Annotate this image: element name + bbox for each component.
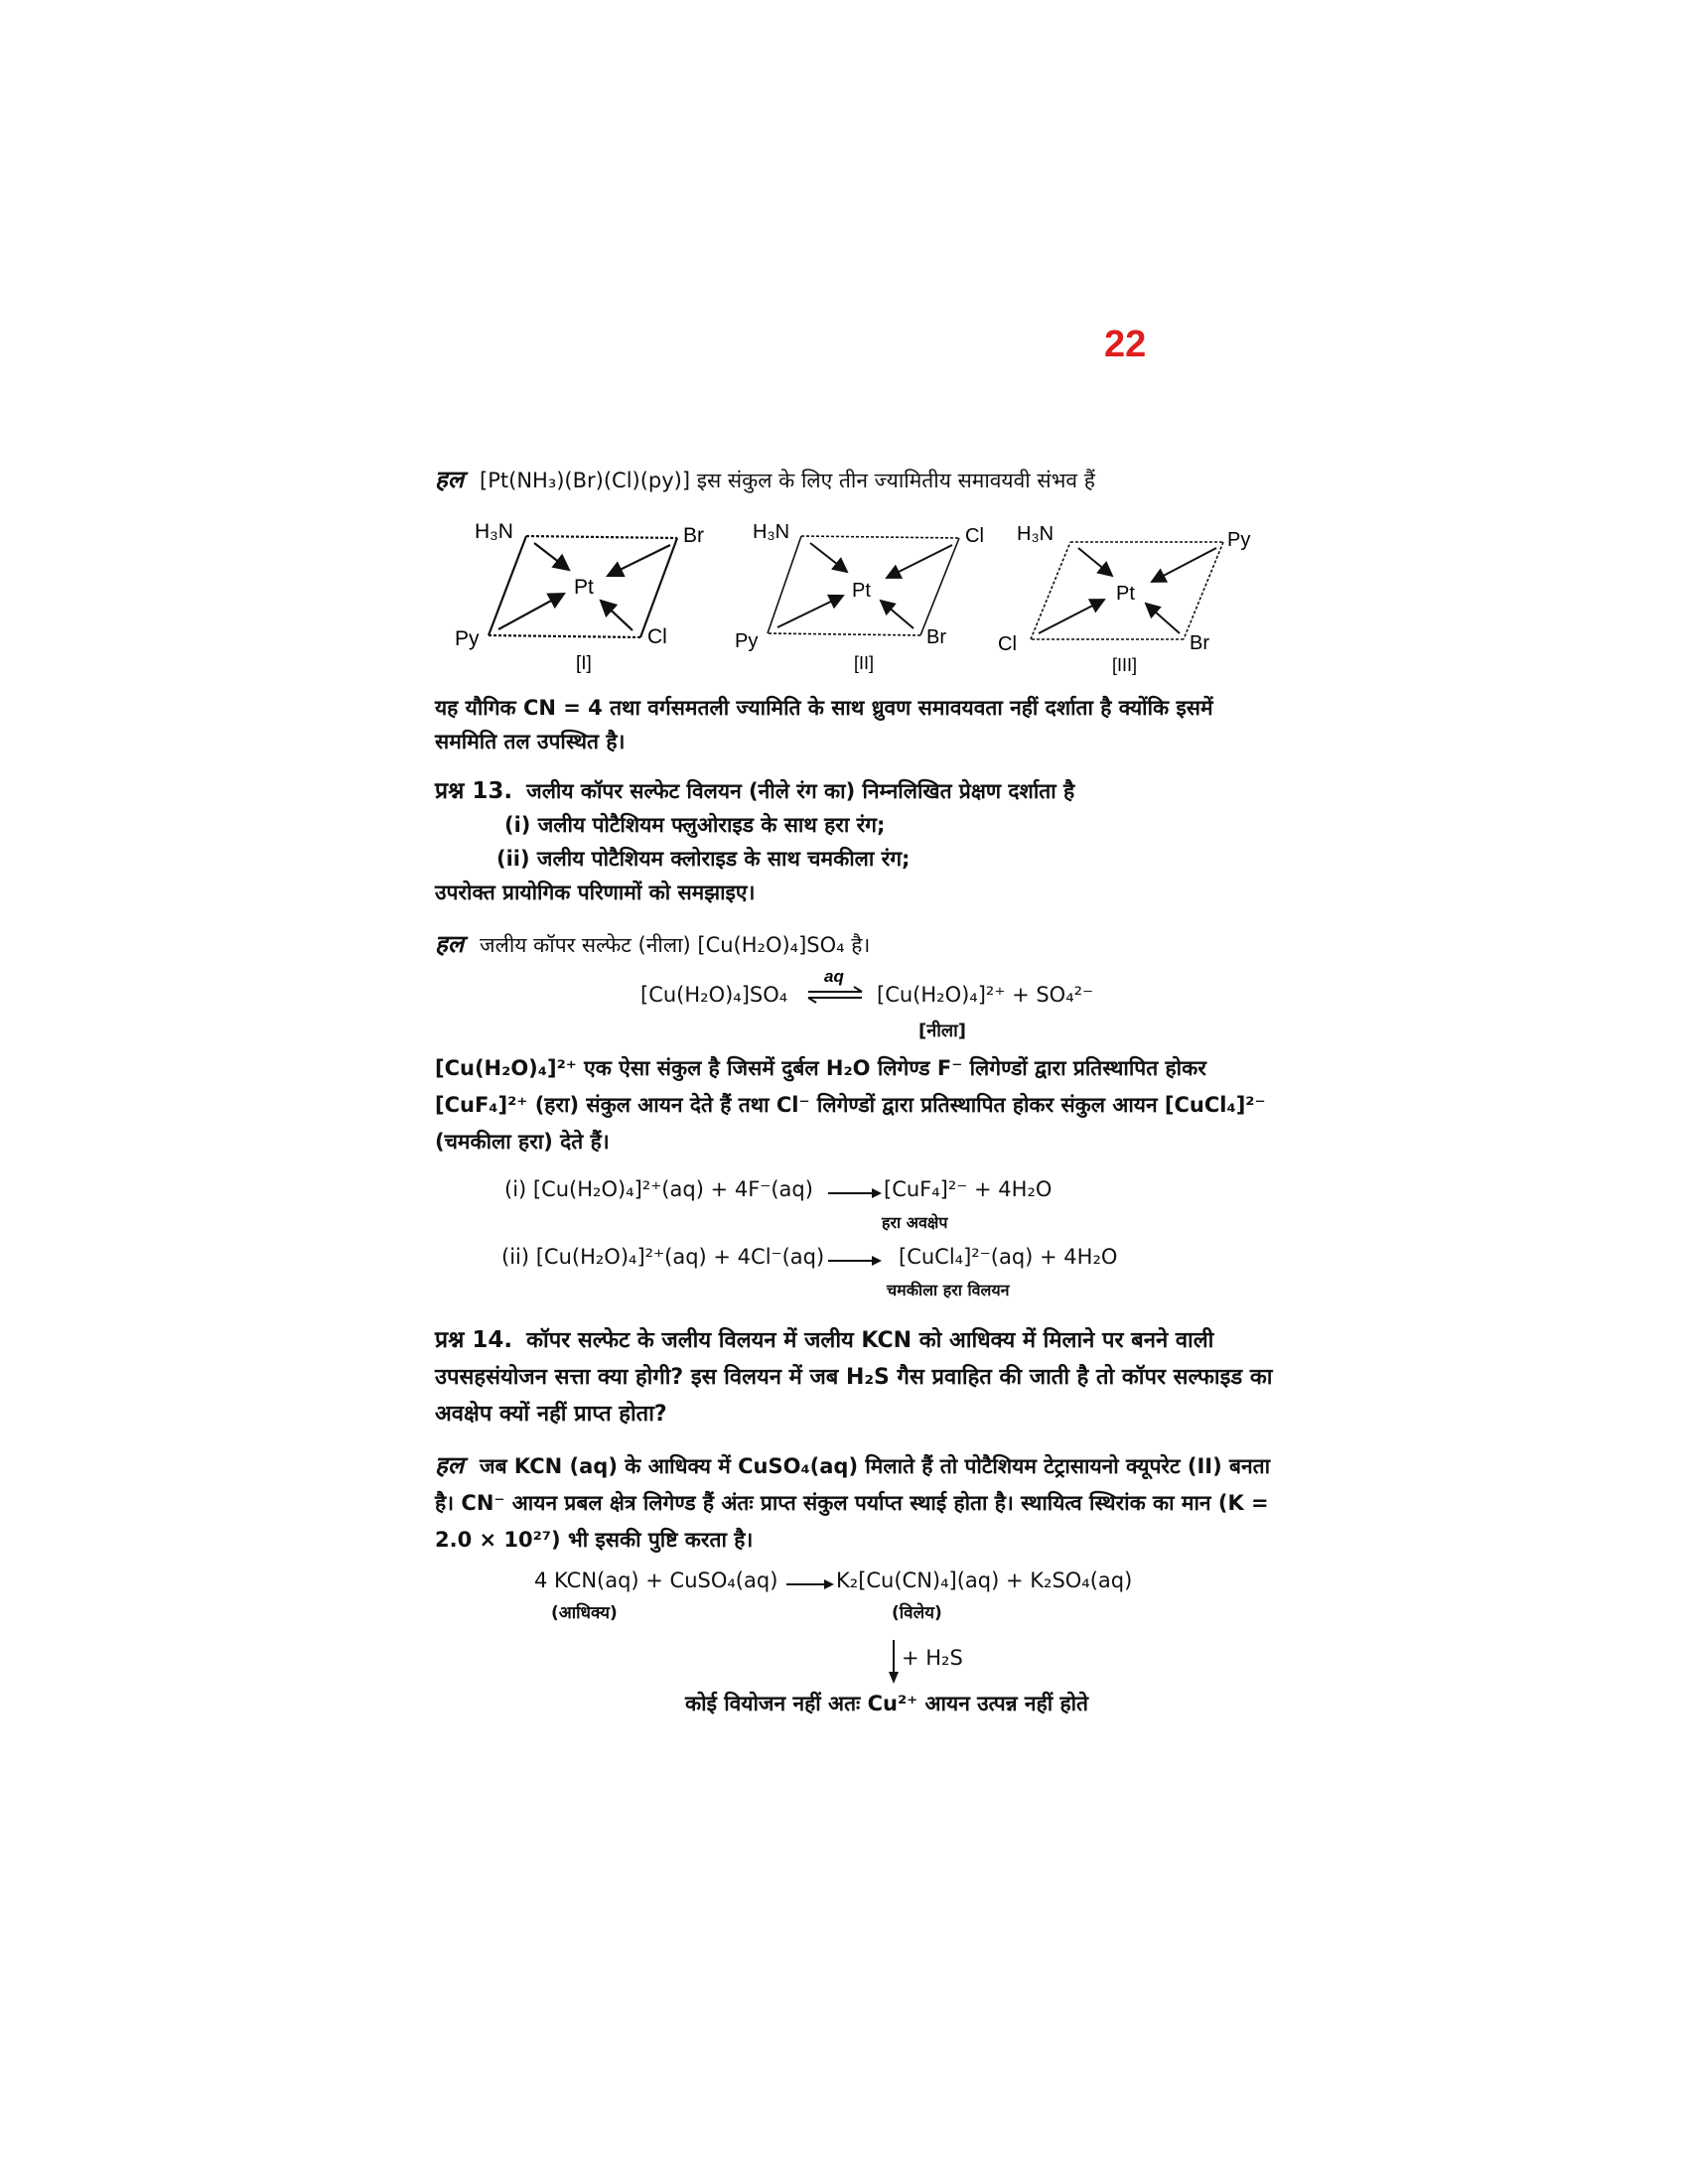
isomer-2-bl: Py [735, 630, 759, 652]
answer12-intro [435, 463, 1279, 497]
kcn-eq-under-left: (आधिक्य) [551, 1603, 618, 1623]
hal-label-14: हल [435, 1451, 465, 1479]
answer12-conclusion-text: यह यौगिक CN = 4 तथा वर्गसमतली ज्यामिति के साथ ध्रुवण समावयवता नहीं दर्शाता है क्योंकि इसमें सममिति तल उपस्थित है। [435, 696, 1213, 753]
isomer-3-br: Br [1190, 632, 1209, 654]
dissociation-eq-right: [Cu(H₂O)₄]²⁺ + SO₄²⁻ [877, 983, 1094, 1007]
hal-label-13: हल [435, 930, 465, 958]
isomer-1-tr: Br [683, 524, 704, 547]
question-13-item-2: (ii) जलीय पोटैशियम क्लोराइड के साथ चमकीला रंग; [496, 847, 911, 871]
reaction-1-left: (i) [Cu(H₂O)₄]²⁺(aq) + 4F⁻(aq) [504, 1177, 813, 1201]
isomer-3 [998, 523, 1250, 675]
answer13-intro-text: जलीय कॉपर सल्फेट (नीला) [Cu(H₂O)₄]SO₄ है। [480, 933, 871, 957]
question-14-text: कॉपर सल्फेट के जलीय विलयन में जलीय KCN को आधिक्य में मिलाने पर बनने वाली उपसहसंयोजन सत्ता क्या होगी? इस विलयन में जब H₂S गैस प्रवाहित की जाती है तो कॉपर सल्फाइड का अवक्षेप क्यों नहीं प्राप्त होता? [435, 1328, 1273, 1427]
isomer-3-label: [III] [1112, 655, 1138, 675]
isomer-1 [455, 520, 704, 674]
isomer-3-tl: H₃N [1017, 523, 1055, 545]
reaction-1-right: [CuF₄]²⁻ + 4H₂O [884, 1177, 1053, 1201]
kcn-eq-left: 4 KCN(aq) + CuSO₄(aq) [534, 1569, 778, 1592]
isomer-1-label: [I] [576, 653, 592, 674]
final-statement: कोई वियोजन नहीं अतः Cu²⁺ आयन उत्पन्न नहीं होते [685, 1692, 1089, 1715]
answer14 [435, 1447, 1279, 1559]
kcn-eq-arrow [784, 1574, 838, 1594]
question-14 [435, 1322, 1279, 1433]
isomer-1-tl: H₃N [475, 520, 513, 543]
isomer-3-bl: Cl [998, 633, 1017, 655]
answer13-explanation [435, 1050, 1279, 1160]
reaction-2-right: [CuCl₄]²⁻(aq) + 4H₂O [899, 1245, 1118, 1269]
reaction-1-under: हरा अवक्षेप [882, 1213, 948, 1232]
equilibrium-arrow-label: aq [824, 968, 844, 986]
kcn-eq-under-right: (विलेय) [892, 1603, 942, 1623]
question-13 [435, 774, 1279, 909]
reaction-2-left: (ii) [Cu(H₂O)₄]²⁺(aq) + 4Cl⁻(aq) [501, 1245, 825, 1269]
h2s-label: + H₂S [902, 1646, 963, 1670]
hal-label: हल [435, 466, 465, 493]
question-14-number: प्रश्न 14. [435, 1327, 513, 1353]
isomer-diagrams [437, 508, 1291, 687]
answer13-explanation-text: [Cu(H₂O)₄]²⁺ एक ऐसा संकुल है जिसमें दुर्बल H₂O लिगेण्ड F⁻ लिगेण्डों द्वारा प्रतिस्थापित होकर [CuF₄]²⁺ (हरा) संकुल आयन देते हैं तथा Cl⁻ लिगेण्डों द्वारा प्रतिस्थापित होकर संकुल आयन [CuCl₄]²⁻ (चमकीला हरा) देते हैं। [435, 1056, 1266, 1154]
reaction-2-under: चमकीला हरा विलयन [887, 1281, 1010, 1299]
answer14-text: जब KCN (aq) के आधिक्य में CuSO₄(aq) मिलाते हैं तो पोटैशियम टेट्रासायनो क्यूपरेट (II) बनता है। CN⁻ आयन प्रबल क्षेत्र लिगेण्ड हैं अंतः प्राप्त संकुल पर्याप्त स्थाई होता है। स्थायित्व स्थिरांक का मान (K = 2.0 × 10²⁷) भी इसकी पुष्टि करता है। [435, 1454, 1271, 1552]
question-13-text: जलीय कॉपर सल्फेट विलयन (नीले रंग का) निम्नलिखित प्रेक्षण दर्शाता है [526, 779, 1075, 803]
answer12-intro-text: [Pt(NH₃)(Br)(Cl)(py)] इस संकुल के लिए तीन ज्यामितीय समावयवी संभव हैं [480, 469, 1095, 492]
isomer-1-bl: Py [455, 627, 480, 650]
answer12-conclusion [435, 691, 1279, 758]
kcn-eq-right: K₂[Cu(CN)₄](aq) + K₂SO₄(aq) [836, 1569, 1133, 1592]
dissociation-eq-under: [नीला] [918, 1021, 966, 1041]
h2s-down-arrow [884, 1638, 904, 1688]
page-number: 22 [1104, 324, 1147, 365]
question-13-item-1: (i) जलीय पोटैशियम फ्लुओराइड के साथ हरा रंग; [504, 813, 886, 837]
isomer-2-center: Pt [852, 580, 871, 602]
reaction-1-arrow [826, 1183, 886, 1203]
isomer-3-tr: Py [1227, 529, 1251, 551]
reaction-2-arrow [826, 1251, 886, 1271]
isomer-2 [735, 521, 984, 673]
isomer-3-center: Pt [1116, 583, 1135, 605]
dissociation-eq-left: [Cu(H₂O)₄]SO₄ [640, 983, 788, 1007]
question-13-number: प्रश्न 13. [435, 778, 513, 804]
isomer-2-br: Br [926, 626, 946, 648]
isomer-1-center: Pt [574, 576, 594, 599]
isomer-2-tl: H₃N [753, 521, 790, 543]
isomer-1-br: Cl [647, 625, 667, 648]
equilibrium-arrow [804, 968, 866, 1008]
isomer-2-label: [II] [854, 653, 875, 673]
answer13-intro [435, 927, 1279, 962]
question-13-closing: उपरोक्त प्रायोगिक परिणामों को समझाइए। [435, 881, 756, 904]
isomer-2-tr: Cl [965, 525, 984, 547]
